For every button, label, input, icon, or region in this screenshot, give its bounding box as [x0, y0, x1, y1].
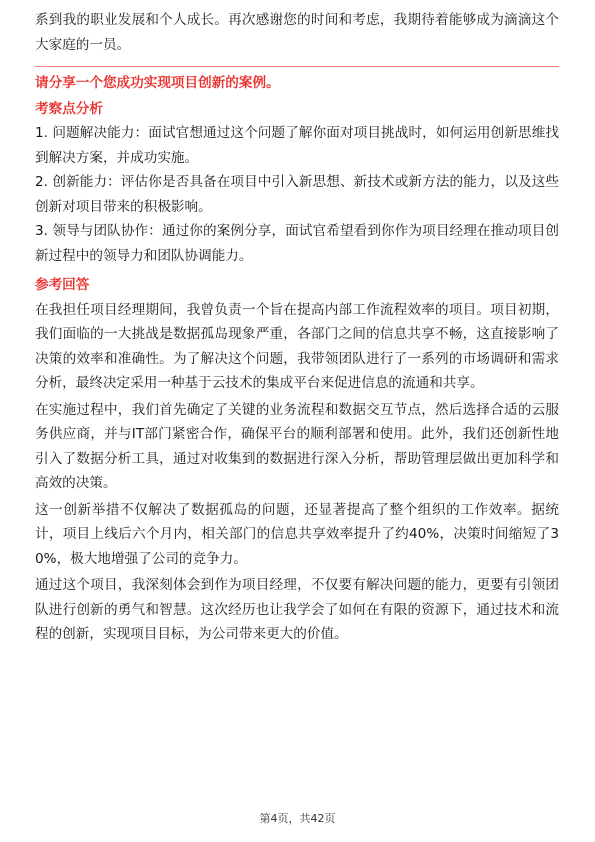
answer-paragraph-1: 在我担任项目经理期间，我曾负责一个旨在提高内部工作流程效率的项目。项目初期，我们面临的一大挑战是数据孤岛现象严重，各部门之间的信息共享不畅，这直接影响了决策的效率和准确性。为了解决这个问题，我带领团队进行了一系列的市场调研和需求分析，最终决定采用一种基于云技术的集成平台来促进信息的流通和共享。 — [35, 301, 559, 391]
answer-heading: 参考回答 — [35, 277, 90, 293]
page-footer: 第4页，共42页 — [259, 812, 336, 825]
answer-paragraph-2: 在实施过程中，我们首先确定了关键的业务流程和数据交互节点，然后选择合适的云服务供应商，并与IT部门紧密合作，确保平台的顺利部署和使用。此外，我们还创新性地引入了数据分析工具，通过对收集到的数据进行深入分析，帮助管理层做出更加科学和高效的决策。 — [35, 401, 559, 491]
section-divider — [35, 66, 559, 67]
intro-paragraph: 系到我的职业发展和个人成长。再次感谢您的时间和考虑，我期待着能够成为滴滴这个大家庭的一员。 — [35, 12, 559, 53]
answer-paragraph-4: 通过这个项目，我深刻体会到作为项目经理，不仅要有解决问题的能力，更要有引领团队进行创新的勇气和智慧。这次经历也让我学会了如何在有限的资源下，通过技术和流程的创新，实现项目目标，为公司带来更大的价值。 — [35, 577, 559, 642]
analysis-point-1: 1. 问题解决能力：面试官想通过这个问题了解你面对项目挑战时，如何运用创新思维找到解决方案，并成功实施。 — [35, 125, 559, 166]
analysis-heading: 考察点分析 — [35, 100, 103, 117]
answer-paragraph-3: 这一创新举措不仅解决了数据孤岛的问题，还显著提高了整个组织的工作效率。据统计，项目上线后六个月内，相关部门的信息共享效率提升了约40%，决策时间缩短了30%，极大地增强了公司的竞争力。 — [35, 501, 559, 567]
analysis-point-2: 2. 创新能力：评估你是否具备在项目中引入新思想、新技术或新方法的能力，以及这些创新对项目带来的积极影响。 — [35, 174, 559, 215]
analysis-point-3: 3. 领导与团队协作：通过你的案例分享，面试官希望看到你作为项目经理在推动项目创新过程中的领导力和团队协调能力。 — [35, 223, 559, 264]
document-page — [35, 8, 559, 649]
question-title: 请分享一个您成功实现项目创新的案例。 — [35, 75, 280, 91]
